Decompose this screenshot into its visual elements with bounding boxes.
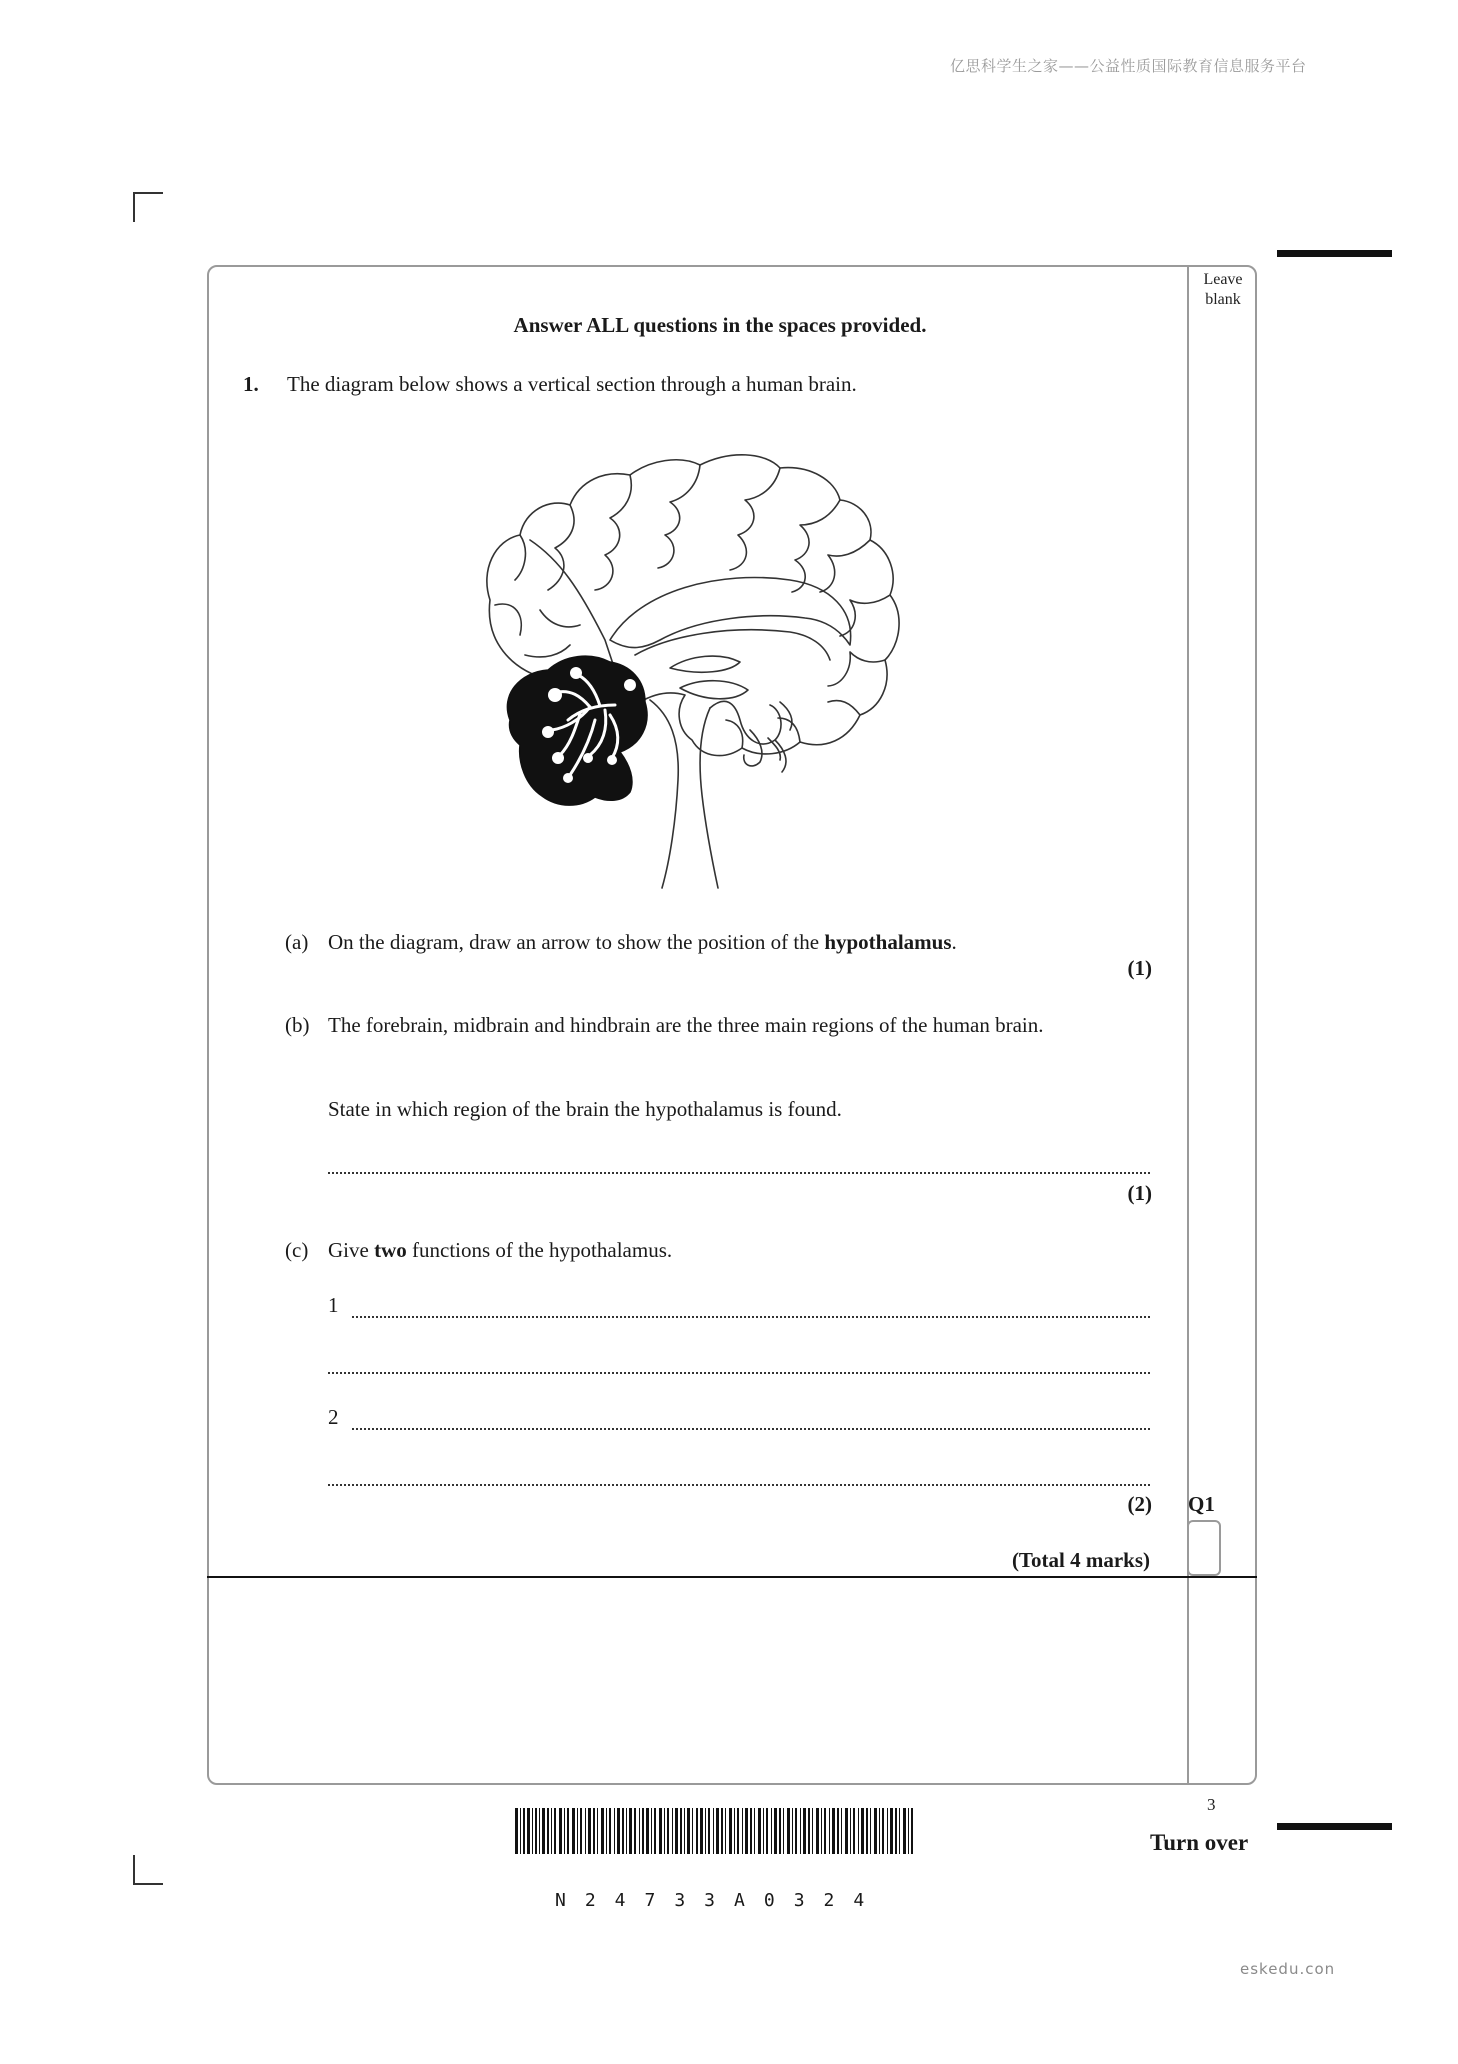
section-separator: [207, 1576, 1257, 1578]
corpus-callosum: [610, 578, 851, 648]
part-c-answer-2-number: 2: [328, 1405, 339, 1429]
brainstem: [650, 700, 718, 888]
page-number: 3: [1207, 1795, 1216, 1814]
part-b-prompt: State in which region of the brain the hypothalamus is found.: [328, 1097, 842, 1121]
part-a-text: [328, 928, 1152, 956]
barcode-number: N24733A0324: [555, 1890, 884, 1911]
part-c-answer-1-line[interactable]: [352, 1316, 1150, 1318]
part-c-answer-2-line-2[interactable]: [328, 1484, 1150, 1486]
crop-mark-bottom-vertical: [133, 1855, 135, 1885]
turn-over-label: Turn over: [1150, 1830, 1249, 1855]
instruction-heading: Answer ALL questions in the spaces provided.: [513, 313, 927, 337]
examiner-mark-box[interactable]: [1187, 1520, 1221, 1576]
question-stem: The diagram below shows a vertical section through a human brain.: [287, 372, 857, 396]
part-a-keyword: hypothalamus: [824, 930, 952, 954]
part-c-text-end: functions of the hypothalamus.: [406, 1238, 673, 1262]
part-b-label: (b): [285, 1013, 310, 1037]
header-site-text: 亿思科学生之家——公益性质国际教育信息服务平台: [950, 57, 1307, 75]
part-b-answer-line[interactable]: [328, 1172, 1150, 1174]
part-c-text-start: Give: [328, 1238, 375, 1262]
total-marks: (Total 4 marks): [1011, 1548, 1150, 1572]
part-b-marks: (1): [1127, 1181, 1152, 1205]
registration-bar-bottom: [1277, 1823, 1392, 1830]
part-a-label: (a): [285, 930, 309, 954]
crop-mark-top-vertical: [133, 192, 135, 222]
part-a-text-start: On the diagram, draw an arrow to show the position of the: [328, 930, 825, 954]
brain-diagram[interactable]: [430, 440, 970, 890]
crop-mark-bottom-horizontal: [133, 1883, 163, 1885]
part-b-text: The forebrain, midbrain and hindbrain are the three main regions of the human brain.: [328, 1013, 1044, 1037]
part-c-answer-1-line-2[interactable]: [328, 1372, 1150, 1374]
part-c-marks: (2): [1127, 1492, 1152, 1516]
barcode: [515, 1808, 955, 1854]
part-c-text: [328, 1236, 1152, 1264]
part-a-marks: (1): [1127, 956, 1152, 980]
part-c-answer-1-number: 1: [328, 1293, 339, 1317]
part-a-text-end: .: [951, 930, 957, 954]
crop-mark-top-horizontal: [133, 192, 163, 194]
leave-blank-label: Leave blank: [1203, 271, 1243, 308]
question-tag: Q1: [1188, 1492, 1215, 1516]
part-c-label: (c): [285, 1238, 309, 1262]
part-c-keyword: two: [374, 1238, 407, 1262]
registration-bar-top: [1277, 250, 1392, 257]
question-number: 1.: [243, 372, 259, 396]
footer-site-text: eskedu.con: [1240, 1960, 1336, 1978]
part-c-answer-2-line[interactable]: [352, 1428, 1150, 1430]
